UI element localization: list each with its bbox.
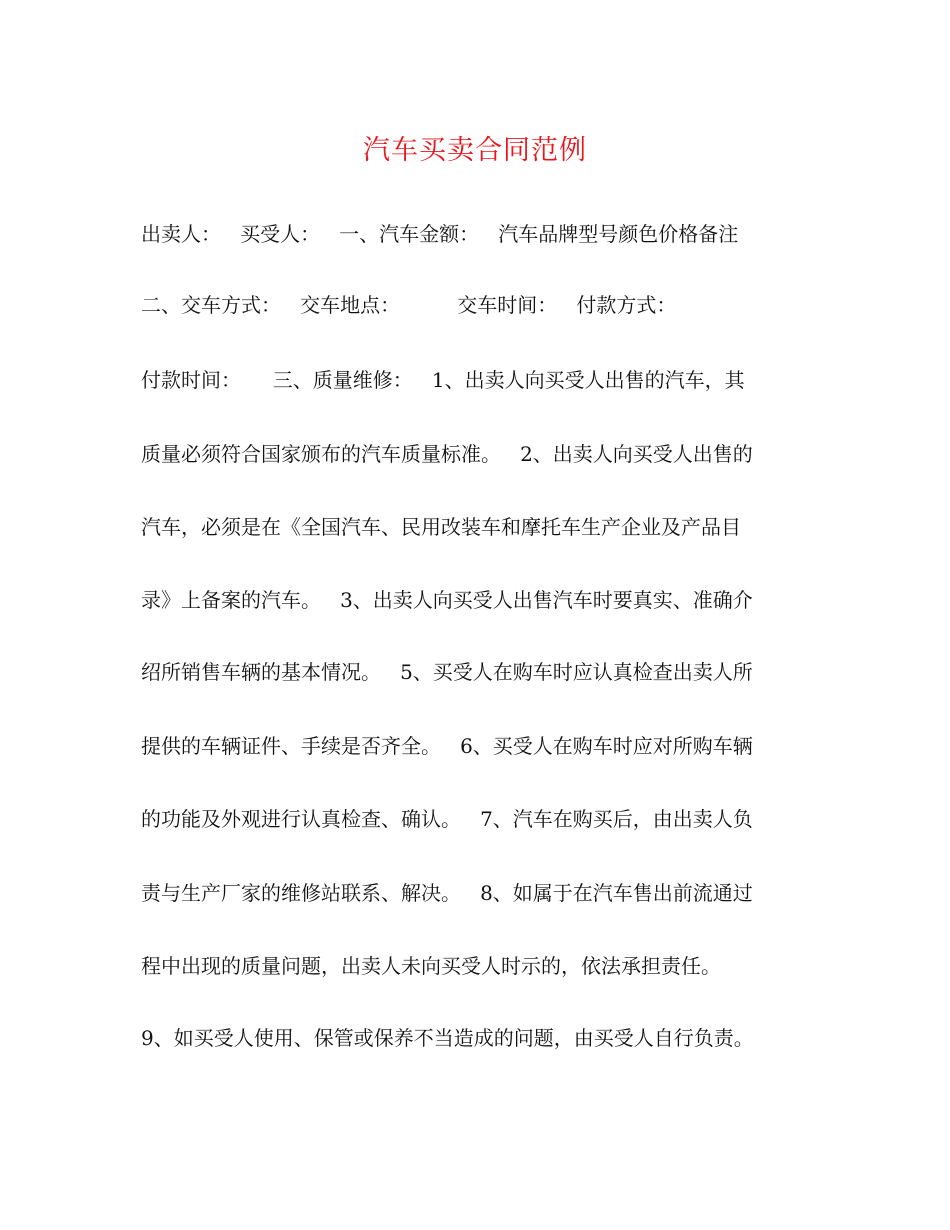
text-line-4: 质量必须符合国家颁布的汽车质量标准。 2、出卖人向买受人出售的 [141, 442, 753, 466]
text-line-10: 责与生产厂家的维修站联系、解决。 8、如属于在汽车售出前流通过 [141, 881, 753, 905]
document-title: 汽车买卖合同范例 [363, 135, 587, 166]
text-line-2: 二、交车方式： 交车地点： 交车时间： 付款方式： [141, 293, 677, 317]
text-line-5: 汽车，必须是在《全国汽车、民用改装车和摩托车生产企业及产品目 [141, 515, 741, 539]
text-line-11: 程中出现的质量问题，出卖人未向买受人时示的，依法承担责任。 [141, 954, 721, 978]
text-line-6: 录》上备案的汽车。 3、出卖人向买受人出售汽车时要真实、准确介 [141, 588, 753, 612]
text-line-3: 付款时间： 三、质量维修： 1、出卖人向买受人出售的汽车，其 [141, 368, 745, 392]
text-line-12: 9、如买受人使用、保管或保养不当造成的问题，由买受人自行负责。 [141, 1026, 754, 1050]
text-line-8: 提供的车辆证件、手续是否齐全。 6、买受人在购车时应对所购车辆 [141, 734, 753, 758]
text-line-1: 出卖人： 买受人： 一、汽车金额： 汽车品牌型号颜色价格备注 [141, 222, 739, 246]
text-line-7: 绍所销售车辆的基本情况。 5、买受人在购车时应认真检查出卖人所 [141, 660, 753, 684]
text-line-9: 的功能及外观进行认真检查、确认。 7、汽车在购买后，由出卖人负 [141, 807, 753, 831]
